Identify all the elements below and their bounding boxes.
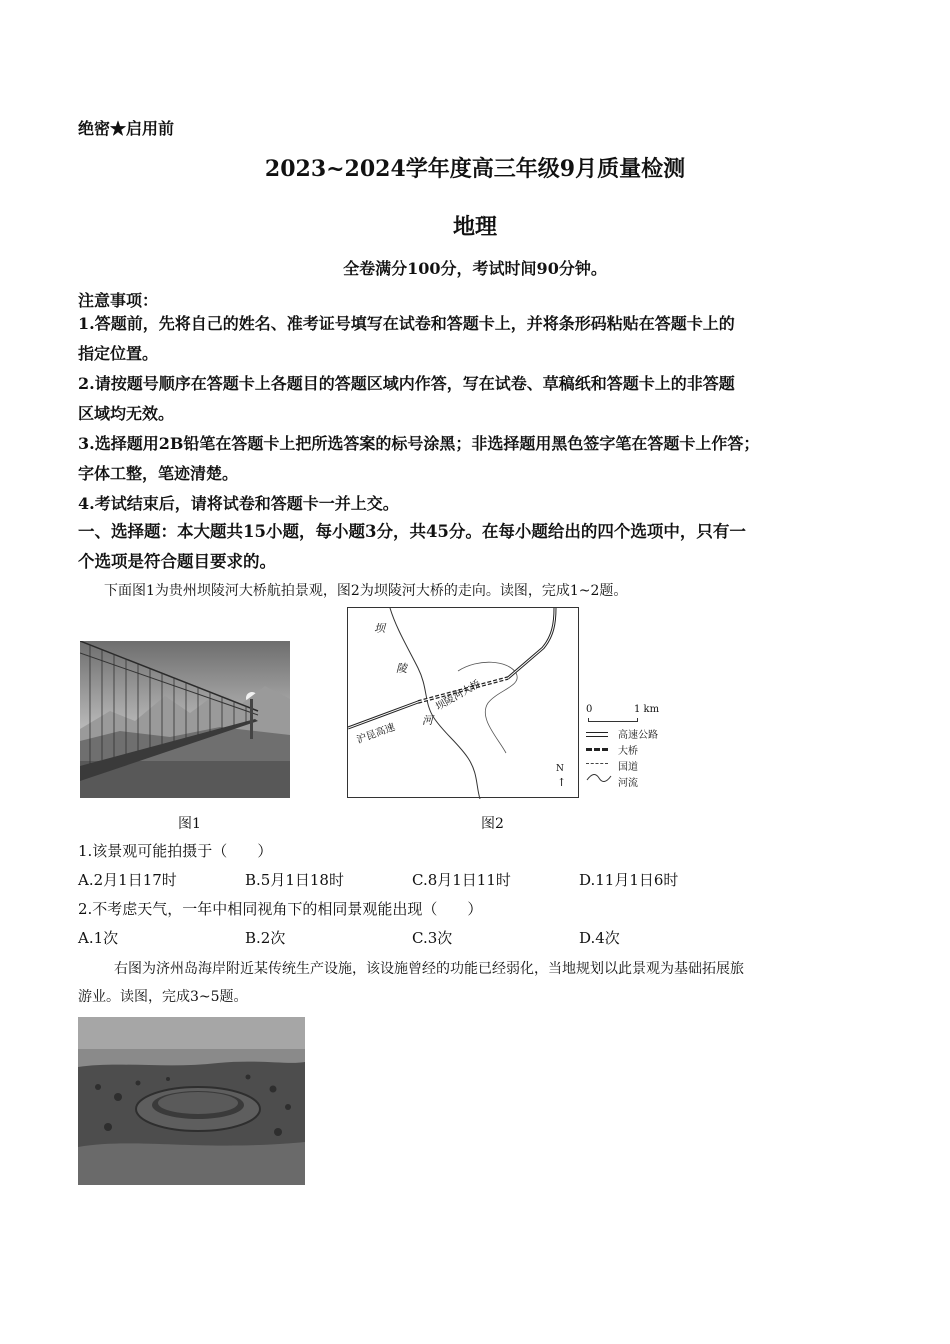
q1-option-b[interactable]: B.5月1日18时 <box>245 871 344 889</box>
score-note: 全卷满分100分，考试时间90分钟。 <box>343 259 607 278</box>
notice-line: 3.选择题用2B铅笔在答题卡上把所选答案的标号涂黑；非选择题用黑色签字笔在答题卡上作答； <box>78 434 760 453</box>
question-1-stem: 1.该景观可能拍摄于（ ） <box>78 842 273 860</box>
section-line: 一、选择题：本大题共15小题，每小题3分，共45分。在每小题给出的四个选项中，只有一 <box>78 522 746 541</box>
legend-road-symbol <box>586 763 608 764</box>
question-2-stem: 2.不考虑天气，一年中相同视角下的相同景观能出现（ ） <box>78 900 483 918</box>
bridge-photo-image <box>80 641 290 798</box>
q1-option-d[interactable]: D.11月1日6时 <box>579 871 679 889</box>
scale-end: 1 km <box>634 704 660 715</box>
notice-line: 指定位置。 <box>78 344 159 363</box>
notice-line: 区域均无效。 <box>78 404 175 423</box>
map-legend <box>586 704 706 794</box>
figure1-bridge-photo <box>80 641 290 798</box>
bridge-label: 坝陵河大桥 <box>434 678 483 713</box>
group2-intro <box>78 955 888 1011</box>
notice-item-2 <box>78 369 888 429</box>
exam-title: 2023~2024学年度高三年级9月质量检测 <box>264 156 686 182</box>
notice-item-4 <box>78 489 888 519</box>
notice-item-1 <box>78 309 888 369</box>
intro-line: 右图为济州岛海岸附近某传统生产设施，该设施曾经的功能已经弱化，当地规划以此景观为基础拓展旅 <box>114 961 744 977</box>
notice-line: 字体工整，笔迹清楚。 <box>78 464 239 483</box>
legend-bridge-symbol <box>586 748 608 751</box>
q1-option-a[interactable]: A.2月1日17时 <box>78 871 177 889</box>
legend-label: 高速公路 <box>618 730 658 741</box>
river-label: 坝 <box>374 622 385 635</box>
notice-heading: 注意事项： <box>78 291 159 310</box>
notice-line: 2.请按题号顺序在答题卡上各题目的答题区域内作答，写在试卷、草稿纸和答题卡上的非答题 <box>78 374 735 393</box>
group1-intro: 下面图1为贵州坝陵河大桥航拍景观，图2为坝陵河大桥的走向。读图，完成1~2题。 <box>104 583 628 599</box>
figure2-caption: 图2 <box>481 816 504 832</box>
river-label: 陵 <box>396 662 407 675</box>
highway-label: 沪昆高速 <box>355 722 397 747</box>
coastal-facility-photo <box>78 1017 305 1185</box>
legend-label: 国道 <box>618 762 638 773</box>
notice-line: 4.考试结束后，请将试卷和答题卡一并上交。 <box>78 494 399 513</box>
confidential-mark: 绝密★启用前 <box>78 119 175 138</box>
section-line: 个选项是符合题目要求的。 <box>78 552 276 571</box>
legend-label: 大桥 <box>618 746 638 757</box>
river-label: 河 <box>422 714 433 727</box>
figure2-map <box>347 607 579 798</box>
q2-option-c[interactable]: C.3次 <box>412 929 453 947</box>
notice-item-3 <box>78 429 898 489</box>
q2-option-d[interactable]: D.4次 <box>579 929 620 947</box>
subject-title: 地理 <box>452 214 497 240</box>
scale-start: 0 <box>586 704 593 715</box>
q1-option-c[interactable]: C.8月1日11时 <box>412 871 511 889</box>
legend-highway-symbol <box>586 732 608 737</box>
figure1-caption: 图1 <box>178 816 201 832</box>
north-arrow-icon: ↑ <box>557 776 567 789</box>
notice-line: 1.答题前，先将自己的姓名、准考证号填写在试卷和答题卡上，并将条形码粘贴在答题卡上的 <box>78 314 735 333</box>
scale-bar <box>588 718 638 722</box>
q2-option-a[interactable]: A.1次 <box>78 929 119 947</box>
north-label: N <box>556 764 564 774</box>
map-drawing <box>348 608 580 799</box>
legend-label: 河流 <box>618 778 638 789</box>
intro-line: 游业。读图，完成3~5题。 <box>78 989 248 1005</box>
q2-option-b[interactable]: B.2次 <box>245 929 286 947</box>
legend-river-icon <box>586 772 612 784</box>
coastal-photo-image <box>78 1017 305 1185</box>
section-heading <box>78 517 893 577</box>
